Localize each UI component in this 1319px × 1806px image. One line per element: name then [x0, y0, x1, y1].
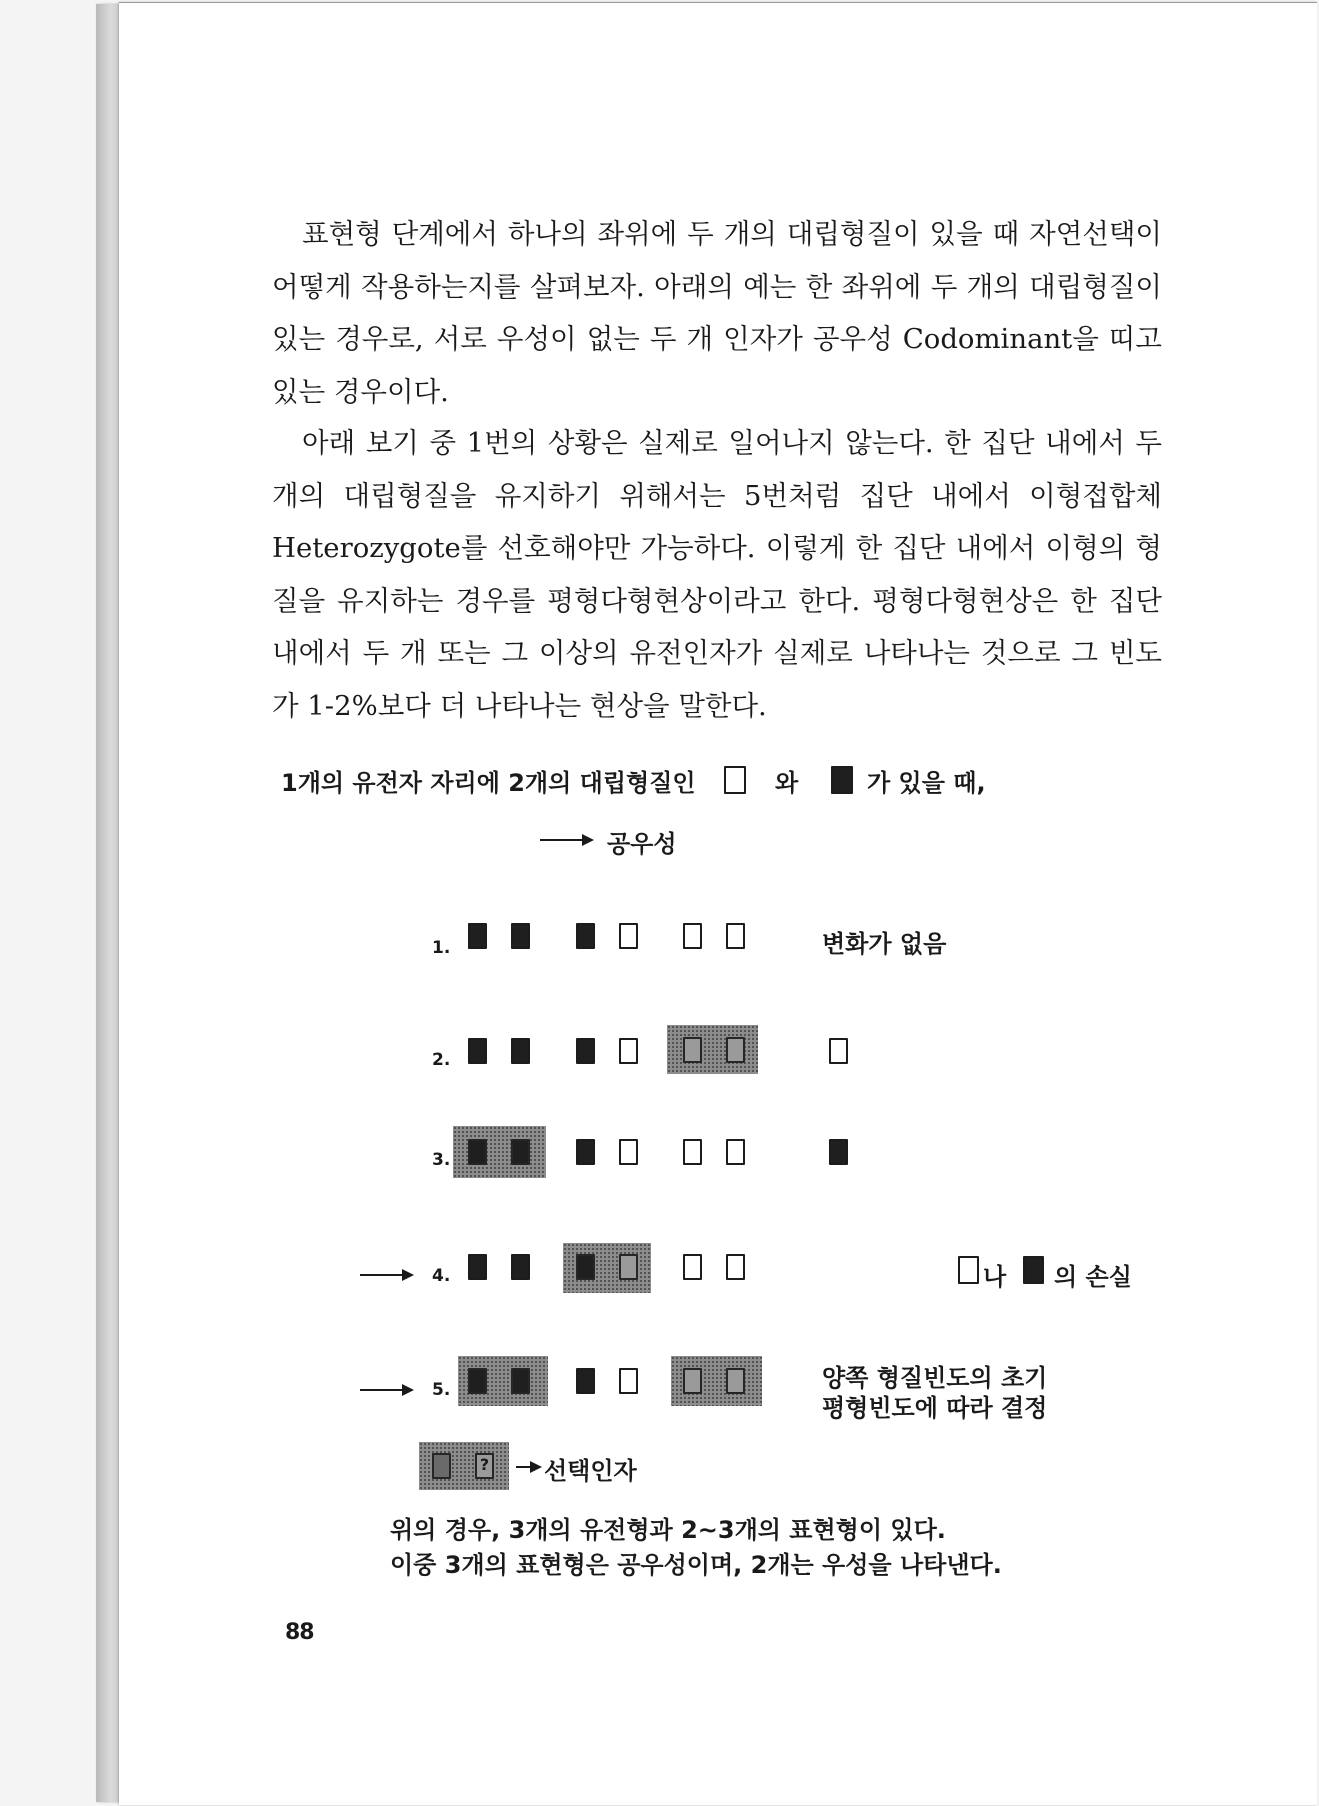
diagram-footer-line1: 위의 경우, 3개의 유전형과 2~3개의 표현형이 있다. — [390, 1516, 946, 1544]
codominance-label: 공우성 — [607, 830, 677, 858]
row-1-result: 변화가 없음 — [822, 930, 947, 958]
row-1-allele — [683, 923, 702, 949]
row-4-result-loss: 의 손실 — [1054, 1263, 1132, 1291]
row-4-allele — [619, 1254, 638, 1280]
row-2-allele — [576, 1038, 595, 1064]
row-5-number: 5. — [432, 1380, 451, 1400]
row-3-number: 3. — [432, 1150, 451, 1170]
row-3-allele — [619, 1139, 638, 1165]
row-4-allele — [468, 1254, 487, 1280]
row-4-result-white-allele — [958, 1256, 979, 1284]
book-page-edge — [96, 4, 120, 1802]
row-4-allele — [511, 1254, 530, 1280]
row-2-allele — [468, 1038, 487, 1064]
row-2-number: 2. — [432, 1050, 451, 1070]
row-2-allele — [619, 1038, 638, 1064]
row-1-allele — [576, 923, 595, 949]
row-4-result-black-allele — [1023, 1256, 1044, 1284]
row-2-allele — [683, 1037, 702, 1063]
row-5-allele — [683, 1368, 702, 1394]
row-5-result-line1: 양쪽 형질빈도의 초기 — [822, 1364, 1048, 1392]
legend-selection-box — [419, 1442, 509, 1490]
row-5-allele — [511, 1368, 530, 1394]
row-3-allele — [726, 1139, 745, 1165]
row-5-result-line2: 평형빈도에 따라 결정 — [822, 1394, 1048, 1422]
diagram-intro-and: 와 — [775, 769, 799, 797]
legend-allele — [475, 1453, 494, 1479]
row-3-allele — [511, 1139, 530, 1165]
row-4-result-or: 나 — [983, 1263, 1007, 1291]
row-5-selection-box-ww — [671, 1356, 762, 1406]
row-5-allele — [468, 1368, 487, 1394]
row-4-allele — [576, 1254, 595, 1280]
page-number: 88 — [285, 1620, 314, 1645]
row-4-arrow — [360, 1274, 412, 1276]
row-3-allele — [576, 1139, 595, 1165]
row-3-selection-box — [453, 1126, 546, 1178]
row-5-selection-box-bb — [458, 1356, 548, 1406]
row-1-allele — [726, 923, 745, 949]
row-2-selection-box — [667, 1025, 758, 1074]
diagram-intro-end: 가 있을 때, — [867, 769, 986, 797]
row-4-allele — [683, 1254, 702, 1280]
legend-allele — [432, 1453, 451, 1479]
legend-arrow — [516, 1466, 540, 1468]
row-5-allele — [619, 1368, 638, 1394]
row-5-allele — [576, 1368, 595, 1394]
row-3-allele — [683, 1139, 702, 1165]
legend-question-mark: ? — [479, 1455, 490, 1474]
row-2-result-white-allele — [829, 1038, 848, 1064]
row-1-allele — [511, 923, 530, 949]
row-5-allele — [726, 1368, 745, 1394]
row-1-allele — [468, 923, 487, 949]
row-2-allele — [511, 1038, 530, 1064]
codominance-arrow — [540, 839, 592, 841]
row-3-result-black-allele — [829, 1139, 848, 1165]
row-4-selection-box — [563, 1243, 651, 1293]
row-3-allele — [468, 1139, 487, 1165]
row-1-allele — [619, 923, 638, 949]
paragraph-balanced-polymorphism: 아래 보기 중 1번의 상황은 실제로 일어나지 않는다. 한 집단 내에서 두 개의 대립형질을 유지하기 위해서는 5번처럼 집단 내에서 이형접합체 Heterozygote를 선호해야만 가능하다. 이렇게 한 집단 내에서 이형의 형질을 유지하는 경우를 평형다형현상이라고 한다. 평형다형현상은 한 집단 내에서 두 개 또는 그 이상의 유전인자가 실제로 나타나는 것으로 그 빈도가 1-2%보다 더 나타나는 현상을 말한다. — [272, 427, 1162, 722]
row-1-number: 1. — [432, 938, 451, 958]
diagram-intro: 1개의 유전자 자리에 2개의 대립형질인 — [281, 769, 696, 797]
white-allele-symbol — [724, 766, 746, 794]
black-allele-symbol — [831, 766, 853, 794]
paragraph-natural-selection-intro: 표현형 단계에서 하나의 좌위에 두 개의 대립형질이 있을 때 자연선택이 어떻게 작용하는지를 살펴보자. 아래의 예는 한 좌위에 두 개의 대립형질이 있는 경우로, 서로 우성이 없는 두 개 인자가 공우성 Codominant을 띠고 있는 경우이다. — [272, 218, 1162, 408]
row-5-arrow — [360, 1389, 412, 1391]
diagram-footer-line2: 이중 3개의 표현형은 공우성이며, 2개는 우성을 나타낸다. — [390, 1551, 1002, 1579]
row-4-number: 4. — [432, 1266, 451, 1286]
legend-label: 선택인자 — [544, 1457, 637, 1485]
row-4-allele — [726, 1254, 745, 1280]
row-2-allele — [726, 1037, 745, 1063]
